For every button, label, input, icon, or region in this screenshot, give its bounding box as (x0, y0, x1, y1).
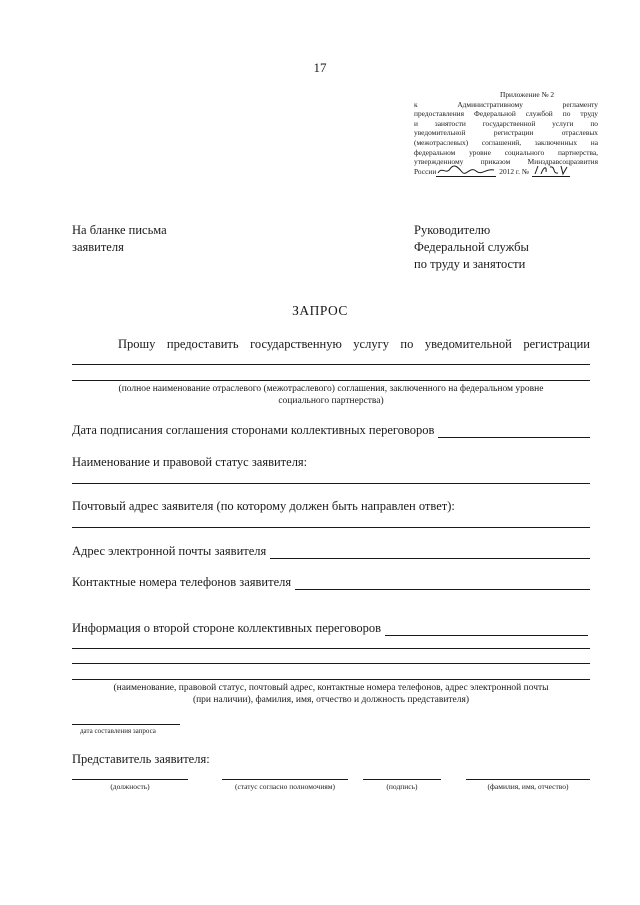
fullname-input[interactable] (466, 779, 590, 780)
appendix-line: (межотраслевых) соглашений, заключенных на (414, 137, 598, 147)
field-label: Наименование и правовой статус заявителя: (72, 455, 308, 469)
sender-line: заявителя (72, 240, 124, 254)
page-number: 17 (313, 60, 327, 75)
caption-line: (полное наименование отраслевого (межотраслевого) соглашения, заключенного на федеральном уровне (118, 384, 544, 394)
request-word: государственную (250, 337, 342, 351)
recipient-line: Федеральной службы (414, 240, 529, 254)
fill-line[interactable] (72, 663, 590, 664)
field-label: Дата подписания соглашения сторонами коллективных переговоров (72, 423, 435, 437)
request-date-label: дата составления запроса (80, 727, 156, 735)
appendix-line: утвержденному приказом Минздравсоцразвития (414, 157, 598, 167)
caption-line: социального партнерства) (278, 396, 384, 406)
request-word: предоставить (166, 337, 239, 351)
phones-input[interactable] (295, 577, 590, 590)
appendix-title: Приложение № 2 (500, 90, 555, 99)
caption-line: (наименование, правовой статус, почтовый адрес, контактные номера телефонов, адрес электронной почты (113, 683, 549, 693)
email-input[interactable] (270, 546, 590, 559)
postal-address-input[interactable] (72, 527, 590, 528)
appendix-block (414, 90, 598, 177)
agreement-caption (72, 383, 590, 407)
second-party-input[interactable] (385, 623, 588, 636)
request-word: уведомительной (424, 337, 512, 351)
fill-line[interactable] (72, 380, 590, 381)
fill-line[interactable] (72, 648, 590, 649)
field-label: Информация о второй стороне коллективных переговоров (72, 621, 382, 635)
field-label: Адрес электронной почты заявителя (72, 544, 267, 558)
handwritten-number (532, 167, 570, 177)
postal-address-field (72, 499, 590, 514)
signing-date-input[interactable] (438, 425, 590, 438)
sender-block (72, 222, 167, 256)
request-word: Прошу (118, 337, 156, 351)
appendix-line: федеральном уровне социального партнерства, (414, 147, 598, 157)
fill-line[interactable] (72, 364, 590, 365)
signing-date-field (72, 423, 590, 438)
appendix-date-row (414, 167, 598, 177)
authority-label: (статус согласно полномочиям) (234, 782, 336, 791)
request-word: регистрации (523, 337, 590, 351)
phones-field (72, 575, 590, 590)
appendix-line: предоставления Федеральной службой по труду (414, 109, 598, 119)
second-party-field (72, 621, 588, 636)
appendix-year: 2012 г. № (499, 167, 529, 177)
recipient-block (414, 222, 529, 273)
applicant-name-input[interactable] (72, 483, 590, 484)
authority-input[interactable] (222, 779, 348, 780)
appendix-russia: России (414, 167, 437, 177)
signature-input[interactable] (363, 779, 441, 780)
appendix-line: к Административному регламенту (414, 99, 598, 109)
fullname-label: (фамилия, имя, отчество) (487, 782, 569, 791)
position-label: (должность) (110, 782, 150, 791)
position-input[interactable] (72, 779, 188, 780)
field-label: Контактные номера телефонов заявителя (72, 575, 292, 589)
applicant-name-field (72, 455, 590, 470)
appendix-line: и занятости государственной услуги по (414, 118, 598, 128)
fill-line[interactable] (72, 679, 590, 680)
recipient-line: по труду и занятости (414, 257, 526, 271)
recipient-line: Руководителю (414, 223, 491, 237)
request-sentence (72, 337, 590, 352)
sender-line: На бланке письма (72, 223, 167, 237)
field-label: Представитель заявителя: (72, 752, 210, 766)
handwritten-date (436, 167, 496, 177)
document-title: ЗАПРОС (292, 303, 348, 318)
email-field (72, 544, 590, 559)
request-date-input[interactable] (72, 724, 180, 725)
caption-line: (при наличии), фамилия, имя, отчество и должность представителя) (192, 695, 470, 705)
field-label: Почтовый адрес заявителя (по которому должен быть направлен ответ): (72, 499, 455, 513)
appendix-line: уведомительной регистрации отраслевых (414, 128, 598, 138)
request-word: по (400, 337, 414, 351)
second-party-caption (72, 682, 590, 706)
request-word: услугу (353, 337, 389, 351)
signature-label: (подпись) (386, 782, 418, 791)
representative-heading (72, 752, 210, 767)
